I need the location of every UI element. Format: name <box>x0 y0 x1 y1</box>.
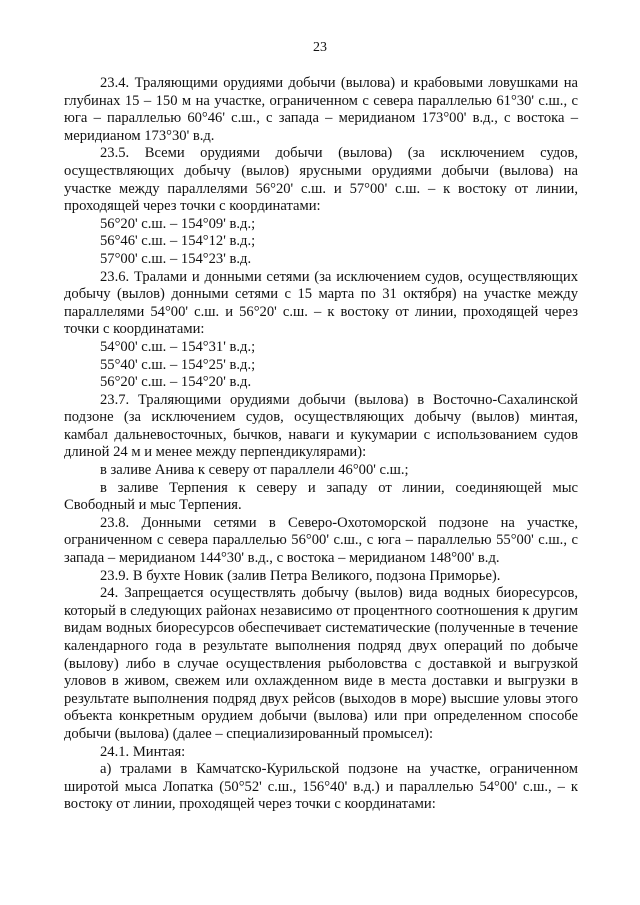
coordinate-line: 56°20' с.ш. – 154°20' в.д. <box>100 374 252 391</box>
paragraph: а) тралами в Камчатско-Курильской подзоне на участке, ограниченном широтой мыса Лопатка (50°52' с.ш., 156°40' в.д.) и параллелью 54°00' с.ш., – к востоку от линии, проходящей через точки с координатами: <box>64 761 578 813</box>
paragraph: в заливе Терпения к северу и западу от линии, соединяющей мыс Свободный и мыс Терпения. <box>64 479 578 514</box>
coordinate-line: 55°40' с.ш. – 154°25' в.д.; <box>100 356 256 373</box>
coordinate-line: 56°46' с.ш. – 154°12' в.д.; <box>100 233 256 250</box>
paragraph: 23.7. Траляющими орудиями добычи (вылова) в Восточно-Сахалинской подзоне (за исключением судов, осуществляющих добычу (вылов) минтая, камбал дальневосточных, бычков, наваги и кукумарии с использованием судов длиной 24 м и менее между перпендикулярами): <box>64 391 578 461</box>
document-body <box>64 75 578 814</box>
paragraph: 24. Запрещается осуществлять добычу (вылов) вида водных биоресурсов, который в следующих районах независимо от процентного соотношения к другим видам водных биоресурсов обеспечивает систематические (полученные в течение календарного года в результате выполнения подряд двух операций по добыче (вылову) либо в случае осуществления рыболовства с доставкой и выгрузкой уловов в живом, свежем или охлажденном виде в места доставки и выгрузки в результате выполнения подряд двух рейсов (выходов в море) высшие уловы этого объекта конкретным орудием добычи (вылова) или при определенном способе добычи (вылова) (далее – специализированный промысел): <box>64 585 578 742</box>
page-number: 23 <box>313 40 327 55</box>
paragraph: 23.8. Донными сетями в Северо-Охотоморской подзоне на участке, ограниченном с севера параллелью 56°00' с.ш., с юга – параллелью 55°00' с.ш., с запада – меридианом 144°30' в.д., с востока – меридианом 148°00' в.д. <box>64 514 578 567</box>
paragraph: 23.5. Всеми орудиями добычи (вылова) (за исключением судов, осуществляющих добычу (вылов) ярусными орудиями добычи (вылова) на участке между параллелями 56°20' с.ш. и 57°00' с.ш. – к востоку от линии, проходящей через точки с координатами: <box>64 145 578 215</box>
coordinate-line: в заливе Анива к северу от параллели 46°00' с.ш.; <box>100 462 409 479</box>
paragraph: 24.1. Минтая: <box>100 743 186 760</box>
coordinate-line: 56°20' с.ш. – 154°09' в.д.; <box>100 215 256 232</box>
coordinate-line: 54°00' с.ш. – 154°31' в.д.; <box>100 338 256 355</box>
paragraph: 23.4. Траляющими орудиями добычи (вылова) и крабовыми ловушками на глубинах 15 – 150 м на участке, ограниченном с севера параллелью 61°30' с.ш., с юга – параллелью 60°46' с.ш., с запада – меридианом 173°00' в.д., с востока – меридианом 173°30' в.д. <box>64 75 578 144</box>
paragraph: 23.6. Тралами и донными сетями (за исключением судов, осуществляющих добычу (вылов) донными сетями с 15 марта по 31 октября) на участке между параллелями 54°00' с.ш. и 56°20' с.ш. – к востоку от линии, проходящей через точки с координатами: <box>64 268 578 338</box>
paragraph: 23.9. В бухте Новик (залив Петра Великого, подзона Приморье). <box>100 567 501 584</box>
coordinate-line: 57°00' с.ш. – 154°23' в.д. <box>100 250 252 267</box>
